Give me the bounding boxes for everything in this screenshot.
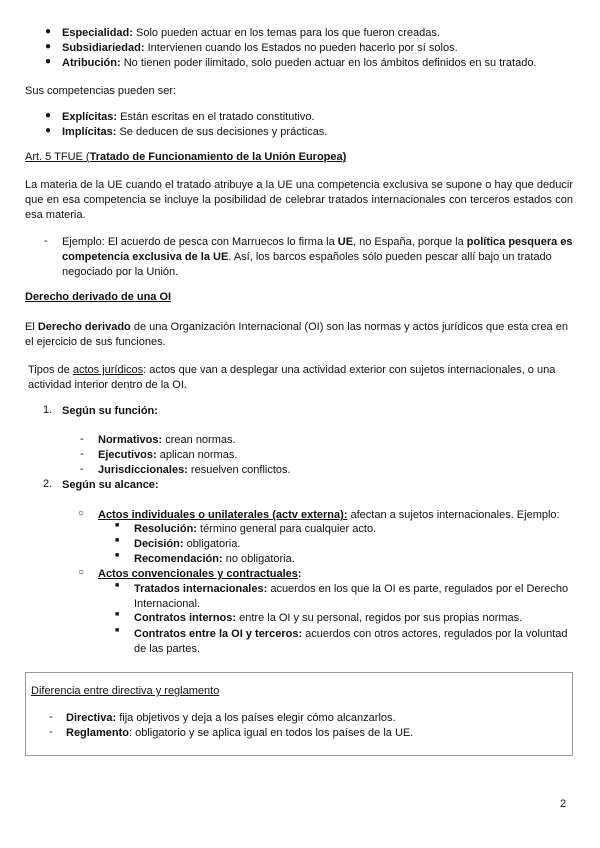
- paragraph: Tipos de actos jurídicos: actos que van a desplegar una actividad exterior con sujetos internacionales, o una actividad interior dentro de la OI.: [28, 364, 556, 391]
- list-item: Implícitas: Se deducen de sus decisiones y prácticas.: [62, 126, 328, 138]
- dash-bullet: -: [80, 448, 84, 460]
- page-number: 2: [560, 798, 567, 810]
- square-bullet-icon: ■: [115, 627, 120, 634]
- square-bullet-icon: ■: [115, 522, 120, 529]
- list-item: Decisión: obligatoria.: [134, 538, 241, 550]
- dash-bullet: -: [49, 711, 53, 723]
- list-item: Normativos: crean normas.: [98, 434, 236, 446]
- bullet-icon: ●: [45, 41, 52, 52]
- paragraph: La materia de la UE cuando el tratado atribuye a la UE una competencia exclusiva se supone o hay que deducir que en esa competencia se incluye la posibilidad de celebrar tratados internacionales con terceros estados con esa materia.: [25, 179, 573, 221]
- list-item: Contratos entre la OI y terceros: acuerdos con otros actores, regulados por la voluntad de las partes.: [134, 628, 568, 655]
- paragraph: Sus competencias pueden ser:: [25, 85, 177, 97]
- list-item: Resolución: término general para cualquier acto.: [134, 523, 377, 535]
- square-bullet-icon: ■: [115, 611, 120, 618]
- circle-bullet-icon: ○: [78, 508, 85, 519]
- square-bullet-icon: ■: [115, 537, 120, 544]
- list-number: 2.: [43, 478, 53, 490]
- list-heading: Según su función:: [62, 405, 158, 417]
- bullet-icon: ●: [45, 56, 52, 67]
- bullet-icon: ●: [45, 26, 52, 37]
- circle-bullet-icon: ○: [78, 567, 85, 578]
- bullet-icon: ●: [45, 110, 52, 121]
- list-item: Actos convencionales y contractuales:: [98, 568, 302, 580]
- square-bullet-icon: ■: [115, 582, 120, 589]
- list-item: Explícitas: Están escritas en el tratado constitutivo.: [62, 111, 315, 123]
- list-number: 1.: [43, 404, 53, 416]
- list-item: Recomendación: no obligatoria.: [134, 553, 295, 565]
- list-item: Especialidad: Solo pueden actuar en los temas para los que fueron creadas.: [62, 27, 440, 39]
- list-item: Jurisdiccionales: resuelven conflictos.: [98, 464, 291, 476]
- bullet-icon: ●: [45, 125, 52, 136]
- section-heading: Derecho derivado de una OI: [25, 291, 172, 303]
- dash-bullet: -: [49, 726, 53, 738]
- list-item: Subsidiariedad: Intervienen cuando los Estados no pueden hacerlo por sí solos.: [62, 42, 458, 54]
- list-item: Tratados internacionales: acuerdos en los que la OI es parte, regulados por el Derecho Internacional.: [134, 583, 569, 610]
- list-item: Ejecutivos: aplican normas.: [98, 449, 238, 461]
- dash-bullet: -: [80, 463, 84, 475]
- square-bullet-icon: ■: [115, 552, 120, 559]
- dash-bullet: -: [80, 433, 84, 445]
- list-item: Contratos internos: entre la OI y su personal, regidos por sus propias normas.: [134, 612, 523, 624]
- list-item: Actos individuales o unilaterales (actv externa): afectan a sujetos internacionales. Ejemplo:: [98, 509, 560, 521]
- example-paragraph: Ejemplo: El acuerdo de pesca con Marruecos lo firma la UE, no España, porque la política pesquera es competencia exclusiva de la UE. Así, los barcos españoles sólo pueden pescar allí bajo un tratado negociado por la Unión.: [62, 236, 573, 278]
- list-item: Reglamento: obligatorio y se aplica igual en todos los países de la UE.: [66, 727, 414, 739]
- box-title: Diferencia entre directiva y reglamento: [31, 685, 220, 697]
- list-heading: Según su alcance:: [62, 479, 159, 491]
- dash-bullet: -: [44, 235, 48, 247]
- section-heading: Art. 5 TFUE (Tratado de Funcionamiento de la Unión Europea): [25, 151, 347, 163]
- list-item: Atribución: No tienen poder ilimitado, solo pueden actuar en los ámbitos definidos en su tratado.: [62, 57, 537, 69]
- list-item: Directiva: fija objetivos y deja a los países elegir cómo alcanzarlos.: [66, 712, 396, 724]
- paragraph: El Derecho derivado de una Organización Internacional (OI) son las normas y actos jurídicos que esta crea en el ejercicio de sus funciones.: [25, 321, 568, 348]
